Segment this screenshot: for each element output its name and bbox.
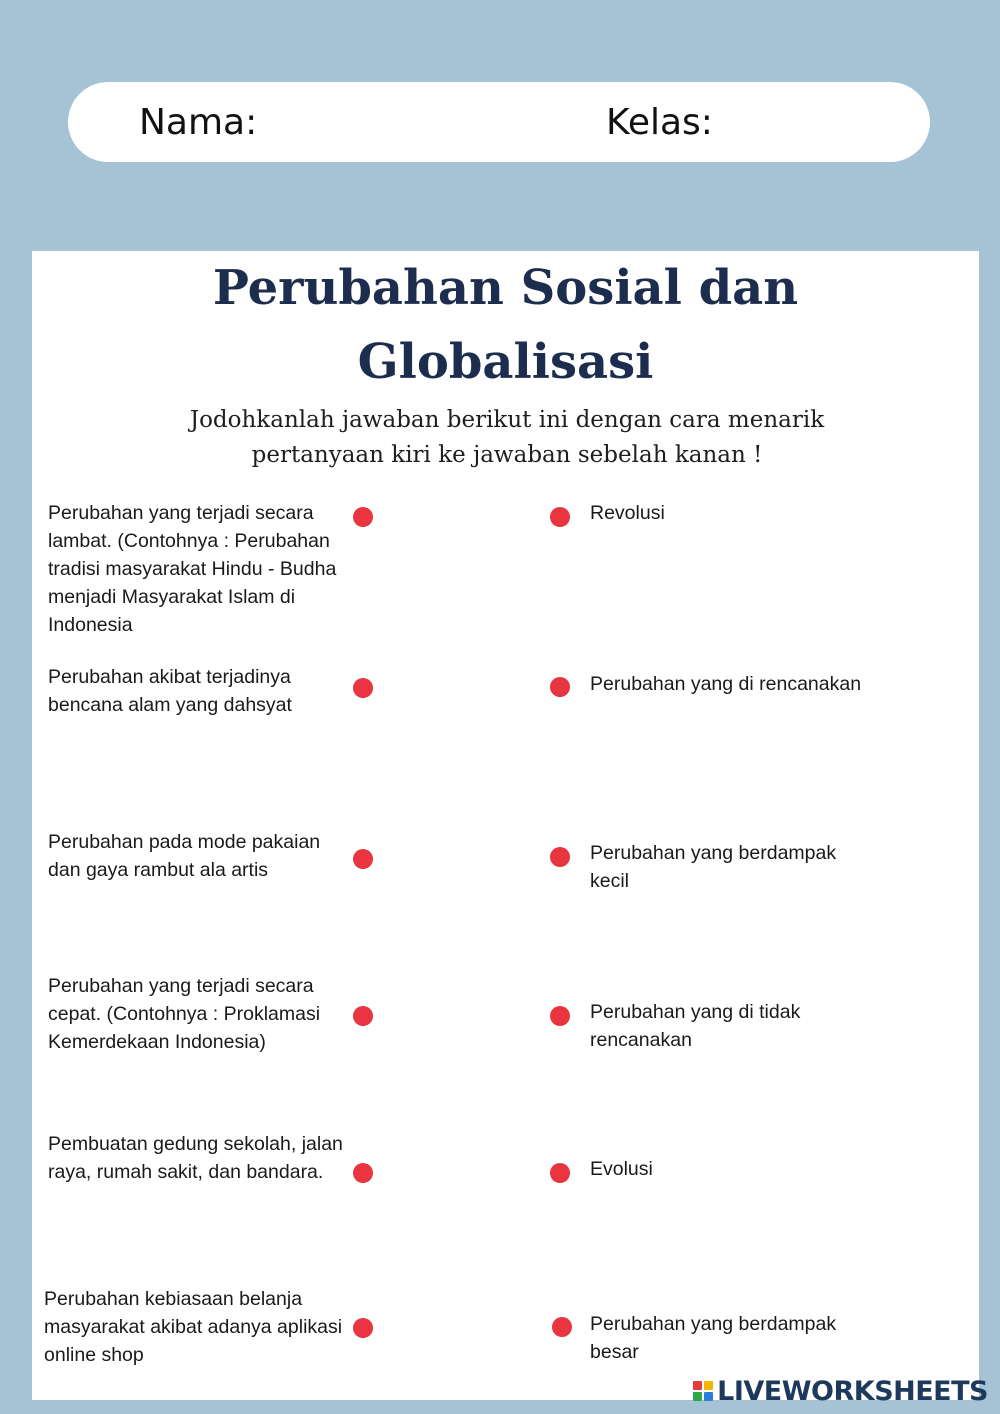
student-info-bar — [68, 82, 930, 162]
question-4: Perubahan yang terjadi secara cepat. (Contohnya : Proklamasi Kemerdekaan Indonesia) — [48, 975, 321, 1053]
title-line-2: Globalisasi — [357, 334, 654, 390]
class-label: Kelas: — [606, 102, 713, 143]
answer-4: Perubahan yang di tidak rencanakan — [590, 1001, 801, 1051]
instructions-line-2: pertanyaan kiri ke jawaban sebelah kanan ! — [251, 442, 763, 468]
liveworksheets-watermark — [693, 1374, 988, 1408]
question-3-connector-dot[interactable] — [353, 849, 373, 869]
answer-5: Evolusi — [590, 1158, 653, 1180]
answer-3-connector-dot[interactable] — [550, 847, 570, 867]
question-6: Perubahan kebiasaan belanja masyarakat akibat adanya aplikasi online shop — [44, 1288, 343, 1366]
question-1: Perubahan yang terjadi secara lambat. (Contohnya : Perubahan tradisi masyarakat Hindu - Budha menjadi Masyarakat Islam di Indonesia — [48, 502, 337, 636]
answer-5-connector-dot[interactable] — [550, 1163, 570, 1183]
answer-4-connector-dot[interactable] — [550, 1006, 570, 1026]
name-label: Nama: — [139, 102, 258, 143]
answer-6-connector-dot[interactable] — [552, 1317, 572, 1337]
instructions-line-1: Jodohkanlah jawaban berikut ini dengan cara menarik — [189, 407, 825, 433]
question-3: Perubahan pada mode pakaian dan gaya rambut ala artis — [48, 831, 321, 881]
instructions — [112, 403, 902, 473]
answer-2-connector-dot[interactable] — [550, 677, 570, 697]
question-5: Pembuatan gedung sekolah, jalan raya, rumah sakit, dan bandara. — [48, 1133, 343, 1183]
liveworksheets-logo-icon — [693, 1381, 713, 1401]
question-5-connector-dot[interactable] — [353, 1163, 373, 1183]
worksheet-page — [32, 251, 979, 1400]
question-2-connector-dot[interactable] — [353, 678, 373, 698]
title-line-1: Perubahan Sosial dan — [212, 260, 799, 316]
question-1-connector-dot[interactable] — [353, 507, 373, 527]
answer-6: Perubahan yang berdampak besar — [590, 1313, 837, 1363]
answer-3: Perubahan yang berdampak kecil — [590, 842, 837, 892]
worksheet-title — [32, 251, 979, 399]
question-6-connector-dot[interactable] — [353, 1318, 373, 1338]
answer-1-connector-dot[interactable] — [550, 507, 570, 527]
answer-1: Revolusi — [590, 502, 665, 524]
watermark-text: LIVEWORKSHEETS — [717, 1375, 988, 1407]
question-2: Perubahan akibat terjadinya bencana alam yang dahsyat — [48, 666, 292, 716]
question-4-connector-dot[interactable] — [353, 1006, 373, 1026]
answer-2: Perubahan yang di rencanakan — [590, 673, 862, 695]
